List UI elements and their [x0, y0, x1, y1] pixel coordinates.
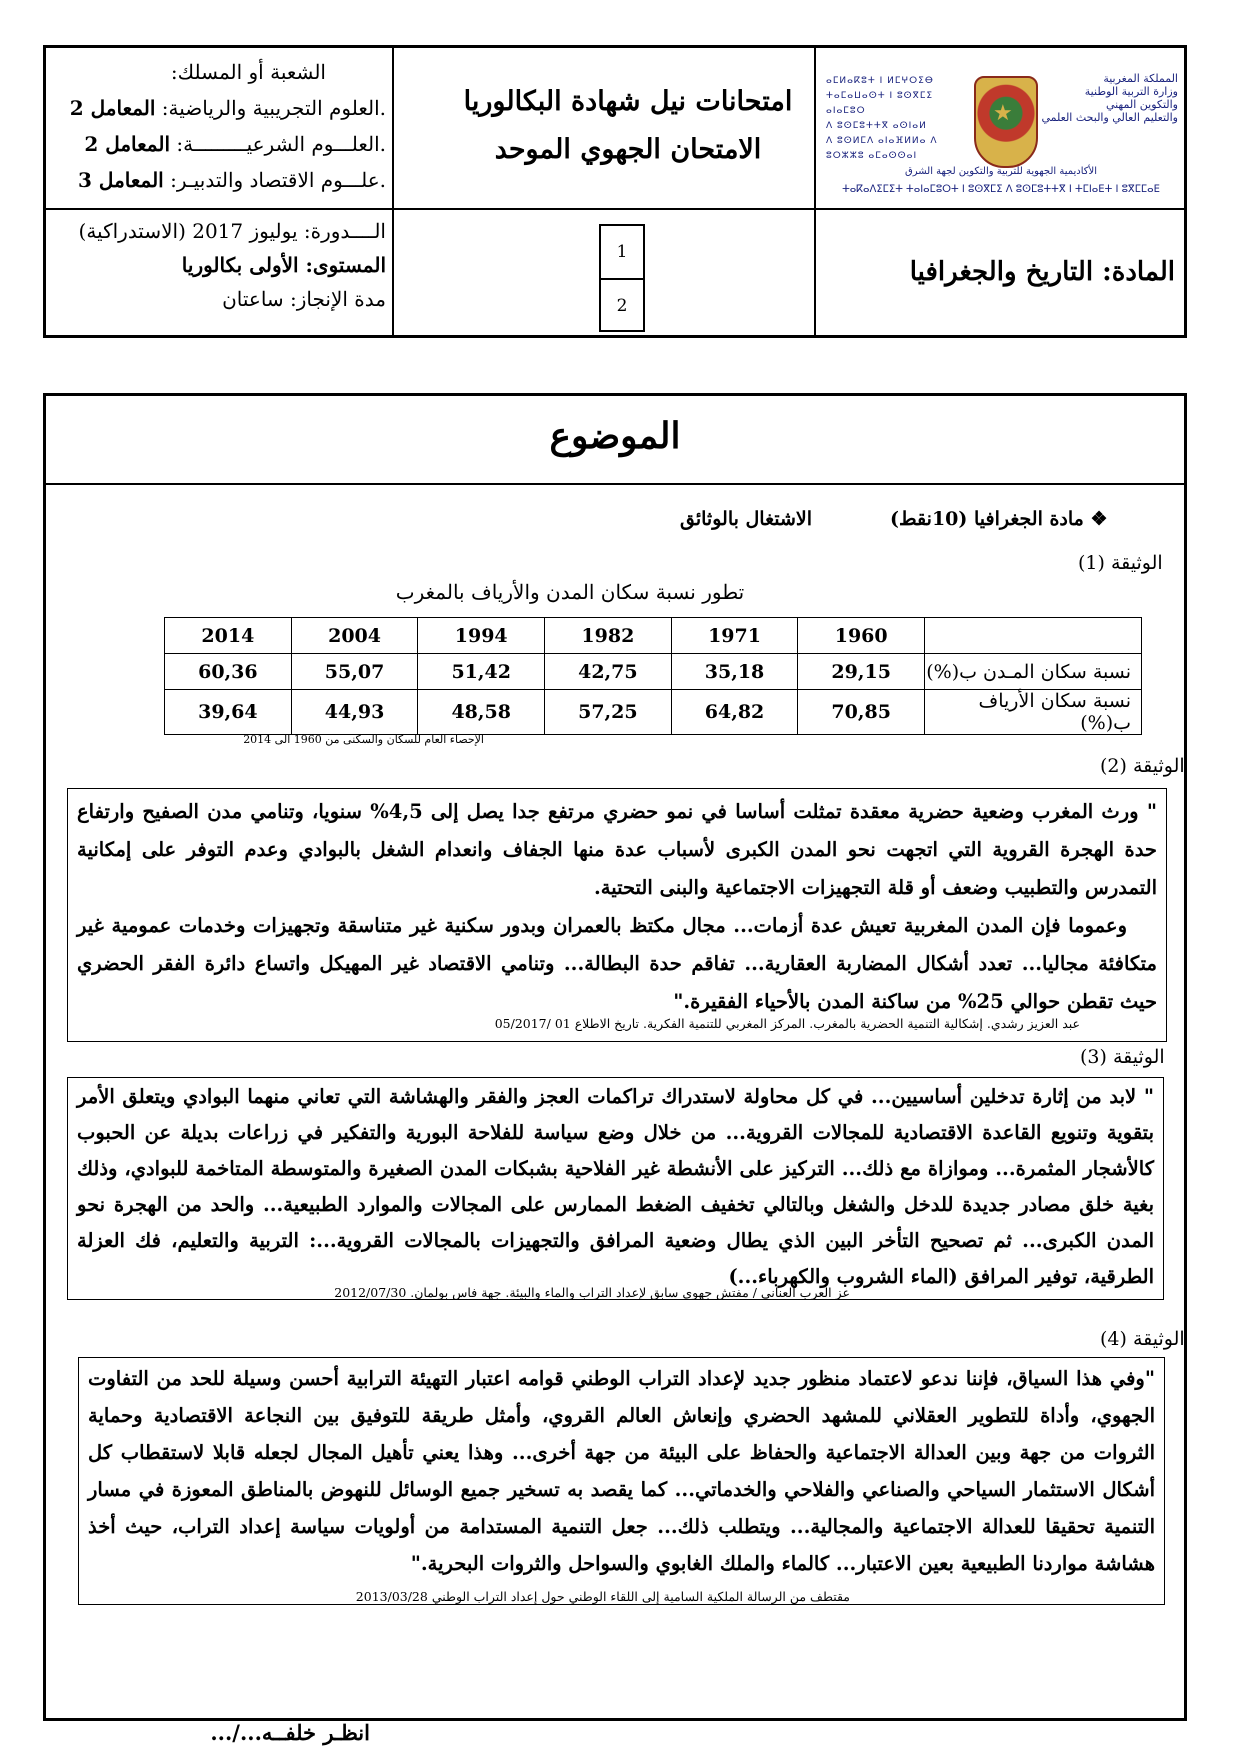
value-cell: 29,15 [798, 654, 925, 690]
doc4-label: الوثيقة (4) [1100, 1328, 1185, 1350]
table-row [165, 654, 1142, 690]
duration-label: مدة الإنجاز: ساعتان [222, 287, 386, 311]
level-label: المستوى: الأولى بكالوريا [181, 253, 386, 277]
table-row [165, 690, 1142, 735]
subject-label: المادة: التاريخ والجغرافيا [909, 257, 1175, 287]
logo-tifinagh-text: ⴰⵎⵍⴰⴽⵓⵜ ⵏ ⵍⵎⵖⵔⵉⴱ ⵜⴰⵎⴰⵡⴰⵙⵜ ⵏ ⵓⵙⴳⵎⵉ ⴰⵏⴰⵎⵓⵔ ⴷ ⵓⵙⵎⵓⵜⵜⴳ ⴰⵙⵏⴰⵍ ⴷ ⵓⵙⵍⵎⴷ ⴰⵏⴰⴼⵍⵍⴰ ⴷ ⵓⵔⵣⵣⵓ ⴰⵎⴰⵙⵙⴰⵏ [826, 76, 938, 161]
value-cell: 55,07 [291, 654, 418, 690]
exam-header [43, 45, 1187, 338]
table-title: تطور نسبة سكان المدن والأرياف بالمغرب [395, 580, 745, 604]
table-header-row [165, 618, 1142, 654]
track-list [66, 54, 386, 198]
doc3-source: عز العرب العناني / مفتش جهوي سابق لإعداد التراب والماء والبيئة. جهة فاس بولمان. 2012/07/30 [334, 1285, 850, 1300]
track-item: .العلوم التجريبية والرياضية: المعامل 2 [69, 96, 386, 120]
population-table [164, 617, 1142, 735]
logo-academy-tifinagh: ⵜⴰⴽⴰⴷⵉⵎⵉⵜ ⵜⴰⵏⴰⵎⵓⵔⵜ ⵏ ⵓⵙⴳⵎⵉ ⴷ ⵓⵙⵎⵓⵜⵜⴳ ⵏ ⵜⵎⵏⴰⴹⵜ ⵏ ⵓⴳⵎⵎⴰⴹ [842, 184, 1160, 195]
row-label: نسبة سكان المـدن ب(%) [925, 654, 1142, 690]
session-info [66, 214, 386, 316]
track-item: .علـــوم الاقتصاد والتدبيـر: المعامل 3 [78, 168, 386, 192]
table-corner [925, 618, 1142, 654]
logo-arabic-text: المملكة المغربية وزارة التربية الوطنية والتكوين المهني والتعليم العالي والبحث العلمي [1041, 72, 1178, 124]
logo-academy-name: الأكاديمية الجهوية للتربية والتكوين لجهة الشرق [904, 166, 1098, 177]
coat-of-arms-icon: ★ [974, 76, 1038, 168]
value-cell: 39,64 [165, 690, 292, 735]
page-counter [599, 224, 645, 332]
year-cell: 1982 [545, 618, 672, 654]
value-cell: 70,85 [798, 690, 925, 735]
year-cell: 1960 [798, 618, 925, 654]
main-title: الموضوع [549, 415, 681, 457]
ministry-logo [816, 54, 1184, 249]
year-cell: 1971 [671, 618, 798, 654]
year-cell: 2014 [165, 618, 292, 654]
doc4-text: "وفي هذا السياق، فإننا ندعو لاعتماد منظور جديد لإعداد التراب الوطني قوامه اعتبار التهيئة الترابية أحسن وسيلة للحد من التفاوت الجهوي، وأداة للتطوير العقلاني للمشهد الحضري وإنعاش العالم القروي، وأمثل طريقة للتوفيق بين النجاعة الاقتصادية وحماية الثروات من جهة وبين العدالة الاجتماعية والحفاظ على البيئة من جهة أخرى... وهذا يعني تأهيل المجال لجعله قابلا لاستقطاب كل أشكال الاستثمار السياحي والصناعي والفلاحي والخدماتي... كما يقصد به تسخير جميع الوسائل للنهوض بالمناطق المعوزة في مسار التنمية تحقيقا للعدالة الاجتماعية والمجالية... ويتطلب ذلك... جعل التنمية المستدامة من أولويات سياسة إعداد التراب، حيث أخذ هشاشة مواردنا الطبيعية بعين الاعتبار... كالماء والملك الغابوي والسواحل والثروات البحرية." [88, 1367, 1155, 1575]
turn-page-note: انظـر خلفــه.../... [210, 1720, 370, 1745]
value-cell: 35,18 [671, 654, 798, 690]
doc1-label: الوثيقة (1) [1078, 552, 1163, 574]
value-cell: 44,93 [291, 690, 418, 735]
session-label: الــــدورة: يوليوز 2017 (الاستدراكية) [78, 219, 386, 243]
doc4-source: مقتطف من الرسالة الملكية السامية إلى اللقاء الوطني حول إعداد التراب الوطني 2013/03/28 [355, 1589, 850, 1604]
track-heading: الشعبة أو المسلك: [170, 60, 326, 84]
page-total: 2 [616, 296, 628, 316]
table-source: الإحصاء العام للسكان والسكنى من 1960 الى 2014 [243, 733, 484, 746]
value-cell: 60,36 [165, 654, 292, 690]
doc2-text: " ورث المغرب وضعية حضرية معقدة تمثلت أساسا في نمو حضري مرتفع جدا يصل إلى 4,5% سنويا، وتنامي مدن الصفيح وارتفاع حدة الهجرة القروية التي اتجهت نحو المدن الكبرى لأسباب عدة منها الجفاف وانعدام الشغل بالبوادي وعدم التوفر على إمكانية التمدرس والتطبيب وضعف أو قلة التجهيزات الاجتماعية والبنى التحتية. وعموما فإن المدن المغربية تعيش عدة أزمات... مجال مكتظ بالعمران وبدور سكنية غير متناسقة وتجهيزات وخدمات عمومية غير متكافئة مجاليا... تعدد أشكال المضاربة العقارية... تفاقم حدة البطالة... وتنامي الاقتصاد غير المهيكل واتساع دائرة الفقر الحضري حيث تقطن حوالي 25% من ساكنة المدن بالأحياء الفقيرة." [77, 800, 1157, 1013]
section-task: الاشتغال بالوثائق [680, 508, 813, 530]
doc3-text: " لابد من إثارة تدخلين أساسيين... في كل محاولة لاستدراك تراكمات العجز والفقر والهشاشة التي تعاني منهما البوادي ويتعلق الأمر بتقوية وتنويع القاعدة الاقتصادية للمجالات القروية... من خلال وضع سياسة للفلاحة البورية والتفكير في زراعات بديلة عن الحبوب كالأشجار المثمرة... وموازاة مع ذلك... التركيز على الأنشطة غير الفلاحية بشبكات المدن الصغيرة والمتوسطة المتاخمة للبوادي، وذلك بغية خلق مصادر جديدة للدخل والشغل وبالتالي تخفيف الضغط الممارس على المجالات والموارد الطبيعية... والحد من الهجرة نحو المدن الكبرى... ثم تصحيح التأخر البين الذي يطال وضعية المرافق والتجهيزات بالمجالات القروية...: التربية والتعليم، فك العزلة الطرقية، توفير المرافق (الماء الشروب والكهرباء...) [77, 1085, 1154, 1288]
value-cell: 64,82 [671, 690, 798, 735]
row-label: نسبة سكان الأرياف ب(%) [925, 690, 1142, 735]
track-item: .العلـــوم الشرعيـــــــــة: المعامل 2 [84, 132, 386, 156]
doc2-source: عبد العزيز رشدي. إشكالية التنمية الحضرية بالمغرب. المركز المغربي للتنمية الفكرية. تاريخ الاطلاع 01 /05/2017 [494, 1016, 1080, 1031]
divider [392, 48, 394, 335]
exam-title: امتحانات نيل شهادة البكالوريا الامتحان الجهوي الموحد [463, 86, 793, 165]
divider [46, 483, 1184, 485]
doc2-label: الوثيقة (2) [1100, 755, 1185, 777]
value-cell: 48,58 [418, 690, 545, 735]
section-label: ❖ مادة الجغرافيا (10نقط) [890, 508, 1108, 530]
value-cell: 57,25 [545, 690, 672, 735]
year-cell: 1994 [418, 618, 545, 654]
page-number: 1 [616, 242, 628, 262]
value-cell: 51,42 [418, 654, 545, 690]
year-cell: 2004 [291, 618, 418, 654]
doc3-label: الوثيقة (3) [1080, 1046, 1165, 1068]
value-cell: 42,75 [545, 654, 672, 690]
